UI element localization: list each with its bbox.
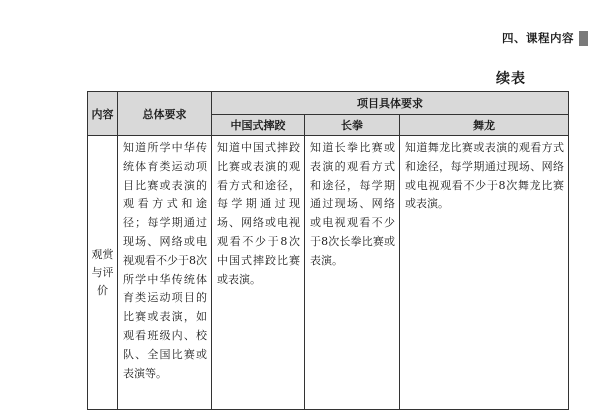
header-bar-marker [579,31,588,46]
header-project-wrestling: 中国式摔跤 [212,115,305,136]
overall-requirement-text: 知道所学中华传统体育类运动项目比赛或表演的观看方式和途径；每学期通过现场、网络或电视观看不少于8次所学中华传统体育类运动项目的比赛或表演，如观看班级内、校队、全国比赛或表演等。 [123,141,207,380]
table-header-row [88,92,569,115]
wrestling-requirement-text: 知道中国式摔跤比赛或表演的观看方式和途径，每学期通过现场、网络或电视观看不少于8次中国式摔跤比赛或表演。 [217,141,300,286]
dragon-dance-requirement-text: 知道舞龙比赛或表演的观看方式和途径，每学期通过现场、网络或电视观看不少于8次舞龙比赛或表演。 [405,141,565,211]
page-header [502,30,588,46]
header-content: 内容 [88,92,118,136]
category-cell [88,136,118,410]
section-title: 四、课程内容 [502,31,574,45]
category-label: 观赏与评价 [91,247,114,297]
header-overall-requirements: 总体要求 [118,92,212,136]
header-project-dragon-dance: 舞龙 [400,115,569,136]
table-row [88,136,569,410]
changquan-requirement-cell [305,136,400,410]
header-project-changquan: 长拳 [305,115,400,136]
continued-label: 续表 [496,71,526,87]
dragon-dance-requirement-cell [400,136,569,410]
wrestling-requirement-cell [212,136,305,410]
header-project-requirements: 项目具体要求 [212,92,569,115]
requirements-table [87,91,569,410]
changquan-requirement-text: 知道长拳比赛或表演的观看方式和途径，每学期通过现场、网络或电视观看不少于8次长拳比赛或表演。 [310,141,395,267]
overall-requirement-cell [118,136,212,410]
